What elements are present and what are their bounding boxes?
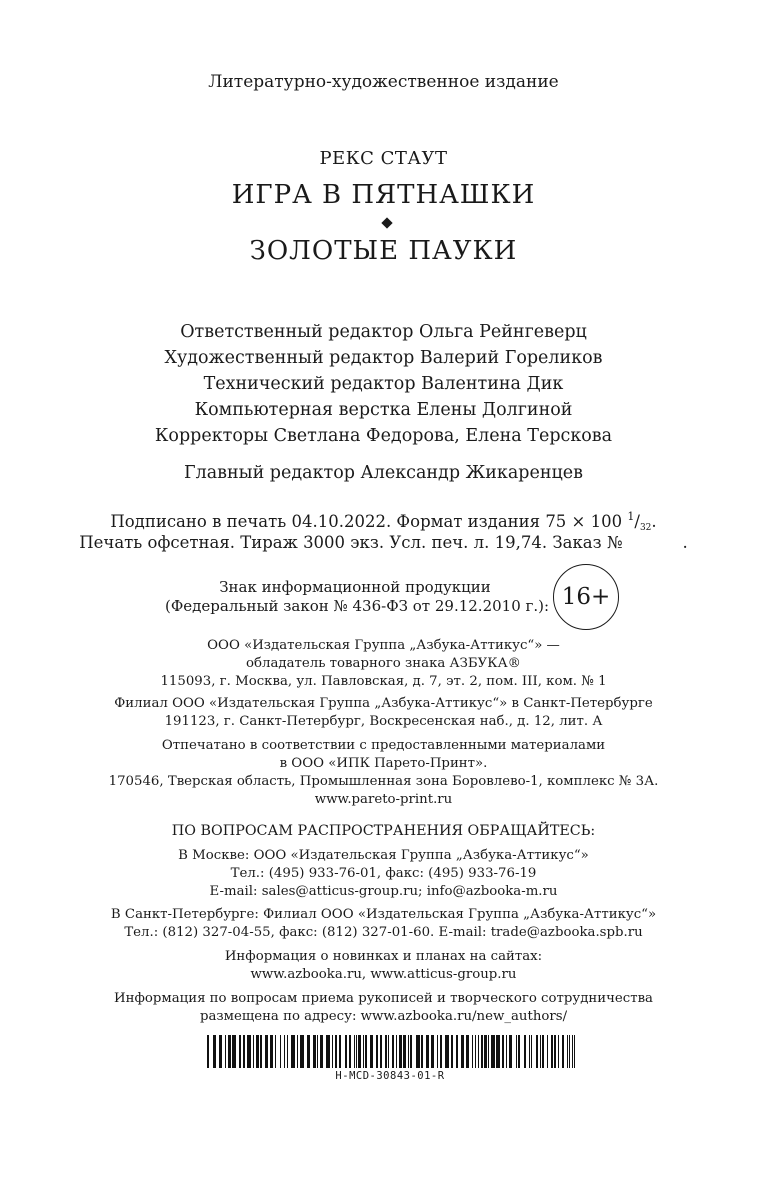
- barcode-bar: [516, 1035, 517, 1068]
- barcode-bar: [506, 1035, 507, 1068]
- barcode-bar: [461, 1035, 464, 1068]
- barcode-bar: [265, 1035, 268, 1068]
- barcode-bar: [225, 1035, 226, 1068]
- barcode-bar: [253, 1035, 254, 1068]
- barcode-bar: [300, 1035, 304, 1068]
- line-end: .: [651, 512, 657, 531]
- barcode-bar: [332, 1035, 333, 1068]
- barcode-bar: [256, 1035, 259, 1068]
- barcode-bar: [247, 1035, 251, 1068]
- credit-line: Технический редактор Валентина Дик: [203, 374, 564, 394]
- barcode-bar: [426, 1035, 429, 1068]
- barcode-bar: [478, 1035, 479, 1068]
- sites-info: Информация о новинках и планах на сайтах:: [224, 949, 543, 964]
- barcode-bar: [502, 1035, 504, 1068]
- barcode-bar: [365, 1035, 367, 1068]
- publisher-line: обладатель товарного знака АЗБУКА®: [246, 656, 521, 671]
- barcode-bar: [370, 1035, 373, 1068]
- barcode-bar: [529, 1035, 530, 1068]
- distribution-heading: ПО ВОПРОСАМ РАСПРОСТРАНЕНИЯ ОБРАЩАЙТЕСЬ:: [171, 823, 596, 839]
- barcode-bar: [326, 1035, 330, 1068]
- barcode-bar: [307, 1035, 310, 1068]
- printer-address: 170546, Тверская область, Промышленная зона Боровлево-1, комплекс № 3А.: [108, 774, 659, 789]
- credit-line: Ответственный редактор Ольга Рейнгеверц: [180, 322, 587, 342]
- barcode-bar: [408, 1035, 409, 1068]
- barcode-bar: [260, 1035, 262, 1068]
- barcode-bar: [416, 1035, 420, 1068]
- barcode-bar: [445, 1035, 449, 1068]
- edition-type: Литературно-художественное издание: [208, 72, 559, 92]
- barcode-bar: [280, 1035, 281, 1068]
- barcode-bar: [466, 1035, 469, 1068]
- author-name: РЕКС СТАУТ: [319, 148, 448, 169]
- barcode-bar: [388, 1035, 389, 1068]
- barcode-bar: [440, 1035, 442, 1068]
- print-info-line-1: [0, 510, 767, 533]
- barcode-bar: [297, 1035, 298, 1068]
- sites-urls: www.azbooka.ru, www.atticus-group.ru: [250, 967, 517, 982]
- format-denominator: 32: [639, 523, 652, 533]
- barcode-bar: [317, 1035, 318, 1068]
- diamond-icon: [381, 217, 392, 228]
- barcode-bar: [339, 1035, 341, 1068]
- barcode-bar: [356, 1035, 357, 1068]
- credit-line: Корректоры Светлана Федорова, Елена Терскова: [154, 426, 613, 446]
- credit-line: Компьютерная верстка Елены Долгиной: [194, 400, 573, 420]
- barcode-bar: [554, 1035, 556, 1068]
- printer-website: www.pareto-print.ru: [314, 792, 453, 807]
- print-info-line-2: [0, 533, 767, 552]
- barcode-bar: [567, 1035, 568, 1068]
- barcode-bar: [291, 1035, 295, 1068]
- barcode-bar: [219, 1035, 222, 1068]
- barcode-bar: [358, 1035, 361, 1068]
- printer-line: Отпечатано в соответствии с предоставленными материалами: [161, 738, 606, 753]
- barcode-bar: [396, 1035, 397, 1068]
- barcode-bar: [232, 1035, 236, 1068]
- moscow-contact: В Москве: ООО «Издательская Группа „Азбука-Аттикус“»: [178, 848, 589, 863]
- barcode-bar: [228, 1035, 231, 1068]
- manuscripts-url: размещена по адресу: www.azbooka.ru/new_authors/: [199, 1009, 568, 1024]
- book-title-1: ИГРА В ПЯТНАШКИ: [231, 180, 536, 210]
- barcode-bar: [376, 1035, 378, 1068]
- line-end: .: [682, 533, 688, 552]
- barcode-bar: [207, 1035, 209, 1068]
- barcode-bar: [392, 1035, 394, 1068]
- format-slash: /: [634, 512, 640, 531]
- printer-line: в ООО «ИПК Парето-Принт».: [279, 756, 488, 771]
- barcode-bar: [354, 1035, 355, 1068]
- barcode-bar: [399, 1035, 402, 1068]
- barcode-bar: [243, 1035, 245, 1068]
- barcode-code: H-MCD-30843-01-R: [335, 1070, 445, 1082]
- barcode-bar: [431, 1035, 434, 1068]
- barcode-bar: [239, 1035, 241, 1068]
- federal-law-reference: (Федеральный закон № 436-ФЗ от 29.12.2010 г.):: [165, 597, 550, 615]
- moscow-email: E-mail: sales@atticus-group.ru; info@azbooka-m.ru: [209, 884, 558, 899]
- barcode-bar: [410, 1035, 412, 1068]
- barcode-bar: [320, 1035, 323, 1068]
- publisher-address: 115093, г. Москва, ул. Павловская, д. 7, эт. 2, пом. III, ком. № 1: [160, 674, 607, 689]
- spb-contact: В Санкт-Петербурге: Филиал ООО «Издательская Группа „Азбука-Аттикус“»: [110, 907, 657, 922]
- barcode-bar: [536, 1035, 538, 1068]
- barcode-bar: [572, 1035, 573, 1068]
- info-product-sign-label: Знак информационной продукции: [219, 578, 491, 596]
- barcode-bar: [562, 1035, 564, 1068]
- manuscripts-info: Информация по вопросам приема рукописей и творческого сотрудничества: [114, 991, 653, 1006]
- barcode-bar: [456, 1035, 458, 1068]
- barcode-bar: [569, 1035, 570, 1068]
- barcode-bar: [335, 1035, 337, 1068]
- barcode-bar: [574, 1035, 575, 1068]
- barcode-bar: [496, 1035, 500, 1068]
- barcode-bar: [451, 1035, 453, 1068]
- barcode-bar: [547, 1035, 548, 1068]
- barcode-bar: [524, 1035, 526, 1068]
- spb-phone-email: Тел.: (812) 327-04-55, факс: (812) 327-01-60. E-mail: trade@azbooka.spb.ru: [124, 925, 643, 940]
- barcode-bar: [421, 1035, 423, 1068]
- barcode-bar: [345, 1035, 347, 1068]
- format-numerator: 1: [627, 510, 635, 523]
- chief-editor: Главный редактор Александр Жикаренцев: [184, 463, 583, 483]
- barcode-bar: [509, 1035, 512, 1068]
- publisher-line: ООО «Издательская Группа „Азбука-Аттикус“» —: [207, 638, 560, 653]
- barcode-bar: [472, 1035, 473, 1068]
- barcode-bar: [540, 1035, 541, 1068]
- barcode-bar: [363, 1035, 364, 1068]
- barcode-bar: [531, 1035, 532, 1068]
- barcode-bar: [558, 1035, 559, 1068]
- barcode-bar: [275, 1035, 276, 1068]
- barcode-bar: [349, 1035, 351, 1068]
- barcode-bar: [542, 1035, 544, 1068]
- barcode-bar: [437, 1035, 438, 1068]
- barcode-bar: [313, 1035, 316, 1068]
- barcode-bar: [481, 1035, 483, 1068]
- barcode-bar: [270, 1035, 273, 1068]
- credit-line: Художественный редактор Валерий Гореликов: [164, 348, 603, 368]
- barcode-bar: [551, 1035, 553, 1068]
- barcode-bar: [213, 1035, 216, 1068]
- barcode-bar: [488, 1035, 489, 1068]
- age-rating-badge: 16+: [553, 564, 619, 630]
- print-signed-format: Подписано в печать 04.10.2022. Формат издания 75 × 100: [110, 512, 628, 531]
- barcode-bar: [484, 1035, 487, 1068]
- branch-line: Филиал ООО «Издательская Группа „Азбука-Аттикус“» в Санкт-Петербурге: [114, 696, 653, 711]
- book-title-2: ЗОЛОТЫЕ ПАУКИ: [249, 236, 518, 266]
- barcode-bar: [518, 1035, 520, 1068]
- barcode-bar: [491, 1035, 495, 1068]
- barcode-bar: [380, 1035, 382, 1068]
- barcode-bar: [475, 1035, 476, 1068]
- barcode-bar: [385, 1035, 387, 1068]
- barcode-bar: [284, 1035, 285, 1068]
- print-run-info: Печать офсетная. Тираж 3000 экз. Усл. печ. л. 19,74. Заказ №: [79, 533, 623, 552]
- moscow-phone: Тел.: (495) 933-76-01, факс: (495) 933-76-19: [230, 866, 537, 881]
- branch-address: 191123, г. Санкт-Петербург, Воскресенская наб., д. 12, лит. А: [164, 714, 603, 729]
- barcode-bar: [287, 1035, 288, 1068]
- barcode-bar: [403, 1035, 406, 1068]
- barcode-icon: [207, 1035, 575, 1068]
